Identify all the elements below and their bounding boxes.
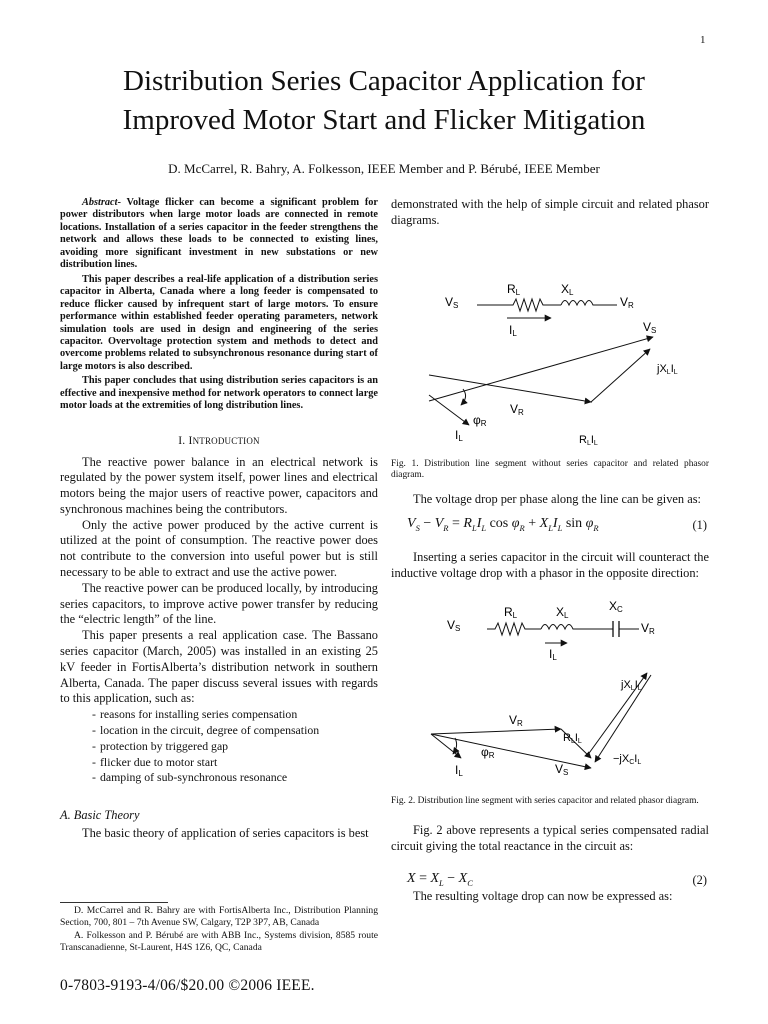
fig1-vr-phasor: [429, 375, 591, 402]
fig1-il-phasor: [429, 395, 469, 425]
equation-1-number: (1): [692, 517, 707, 532]
fig2-label-il: IL: [549, 646, 557, 662]
equation-1: [391, 514, 709, 540]
list-item: - protection by triggered gap: [60, 739, 378, 755]
fig1-label-vs: VS: [445, 294, 459, 310]
fig1-phasor: [429, 320, 678, 447]
fig2-description-p: Fig. 2 above represents a typical series compensated radial circuit giving the total reactance in the circuit as:: [391, 823, 709, 854]
fig1-phasor-il: IL: [455, 427, 463, 443]
basic-theory-p1: The basic theory of application of series capacitors is best: [82, 826, 369, 841]
list-item: - flicker due to motor start: [60, 755, 378, 771]
equation-2: [391, 869, 709, 895]
fig1-jxlil-phasor: [591, 349, 650, 402]
figure-2-diagram: [391, 596, 709, 786]
equation-2-number: (2): [692, 872, 707, 887]
title-line-2: Improved Motor Start and Flicker Mitigation: [122, 104, 646, 136]
intro-p3: The reactive power can be produced locally, by introducing series capacitors, to improve active power transfer by reducing the “electric length” of the line.: [60, 580, 378, 627]
fig2-phasor-il: IL: [455, 762, 463, 778]
page-number: 1: [700, 34, 706, 46]
left-column: [60, 197, 378, 842]
equation-1-expression: $V_S - V_R = R_LI_L$ $\cos \varphi_R + X_LI_L$ $\sin \varphi_R$: [407, 515, 599, 533]
fig2-label-vs: VS: [447, 617, 461, 633]
fig2-phasor-vr: VR: [509, 712, 523, 728]
fig1-label-vr: VR: [620, 294, 634, 310]
issues-list: [60, 707, 378, 786]
paper-title: [60, 62, 708, 140]
resulting-drop-p: The resulting voltage drop can now be expressed as:: [413, 888, 673, 903]
abstract-label: Abstract: [82, 197, 118, 208]
fig1-phasor-vr: VR: [510, 401, 524, 417]
intro-p1: The reactive power balance in an electrical network is regulated by the power system itself, power lines and electrical motors being the major users of reactive power, capacitors and synchronous machines being the contributors.: [60, 454, 378, 516]
fig1-vs-phasor: [429, 337, 653, 401]
abstract-p1: [60, 197, 378, 272]
section-numeral: I.: [178, 433, 186, 447]
figure-1-caption: Fig. 1. Distribution line segment without series capacitor and related phasor diagram.: [391, 458, 709, 481]
fig2-phasor-vs: VS: [555, 761, 569, 777]
fig1-label-il: IL: [509, 322, 517, 338]
basic-theory-heading: A. Basic Theory: [60, 808, 140, 823]
right-column: [391, 197, 709, 905]
section-rest: NTRODUCTION: [192, 435, 260, 446]
footnote-1: D. McCarrel and R. Bahry are with FortisAlberta Inc., Distribution Planning Section, 700, 801 – 7th Avenue SW, Calgary, T2P 3P7, AB, Canada: [60, 905, 378, 929]
authors: D. McCarrel, R. Bahry, A. Folkesson, IEEE Member and P. Bérubé, IEEE Member: [168, 161, 600, 176]
fig1-phasor-jxlil: jXLIL: [657, 362, 678, 376]
fig1-phasor-rlil: RLIL: [579, 433, 598, 447]
fig2-phasor-phi: φR: [481, 744, 495, 760]
list-item: - damping of sub-synchronous resonance: [60, 770, 378, 786]
fig1-phasor-vs: VS: [643, 319, 657, 335]
fig2-phasor-jxlil: jXLIL: [621, 678, 642, 692]
fig2-label-vr: VR: [641, 620, 655, 636]
fig2-phasor-jxcil: −jXCIL: [613, 752, 642, 766]
fig2-resistor: [487, 623, 541, 635]
fig2-vr-phasor: [431, 729, 561, 734]
title-line-1: Distribution Series Capacitor Application for: [123, 65, 645, 97]
abstract-p3: This paper concludes that using distribution series capacitors is an effective and inexpensive method for network operators to connect large motor loads at the extremities of long distribution lines.: [60, 375, 378, 412]
intro-p4: This paper presents a real application case. The Bassano series capacitor (March, 2005) was installed in an existing 25 kV feeder in FortisAlberta’s distribution network in southern Alberta, Canada. The paper discuss several issues with regards to this application, such as:: [60, 628, 378, 706]
intro-p2: Only the active power produced by the active current is utilized at the point of consumption. The reactive power does not contribute to the conversion into useful power but is still necessary to be able to extract and use the active power.: [60, 517, 378, 580]
list-item: - location in the circuit, degree of compensation: [60, 723, 378, 739]
footnotes: [60, 905, 378, 955]
copyright-notice: 0-7803-9193-4/06/$20.00 ©2006 IEEE.: [60, 977, 315, 994]
fig2-phasor: [431, 673, 651, 778]
list-item: - reasons for installing series compensation: [60, 707, 378, 723]
fig2-label-xl: XL: [556, 604, 569, 620]
footnote-2: A. Folkesson and P. Bérubé are with ABB Inc., Systems division, 8585 route Transcanadienne, St-Laurent, H4S 1Z6, QC, Canada: [60, 929, 378, 954]
equation-2-expression: $X = X_L - X_C$: [407, 870, 473, 888]
fig2-inductor: [541, 624, 613, 629]
figure-2-caption: Fig. 2. Distribution line segment with series capacitor and related phasor diagram.: [391, 795, 699, 806]
fig2-label-xc: XC: [609, 598, 623, 614]
fig1-phasor-phi: φR: [473, 412, 487, 428]
fig1-resistor: [477, 299, 561, 311]
fig1-label-rl: RL: [507, 281, 521, 297]
fig1-inductor: [561, 300, 617, 305]
footnote-divider: [60, 902, 168, 903]
abstract-text-1: - Voltage flicker can become a significant problem for power distributors when large motor loads are connected in remote locations. Installation of a series capacitor in the feeder strengthens the network and allows these loads to be connected to existing lines, avoiding more significant investment in new substations or new distribution lines.: [60, 197, 378, 271]
fig1-circuit: [445, 282, 634, 338]
right-intro-p: demonstrated with the help of simple circuit and related phasor diagrams.: [391, 197, 709, 227]
fig2-phasor-rlil: RLIL: [563, 731, 582, 745]
fig1-label-xl: XL: [561, 281, 574, 297]
insert-capacitor-p: Inserting a series capacitor in the circuit will counteract the inductive voltage drop with a phasor in the opposite direction:: [391, 549, 709, 580]
section-initial: I: [188, 433, 193, 447]
section-introduction-heading: [60, 433, 378, 450]
figure-1-diagram: [391, 231, 709, 447]
fig2-label-rl: RL: [504, 604, 518, 620]
voltage-drop-p: The voltage drop per phase along the line can be given as:: [413, 492, 701, 507]
fig2-circuit: [447, 599, 655, 662]
abstract-p2: This paper describes a real-life application of a distribution series capacitor in Alberta, Canada where a long feeder is compensated to reduce flicker caused by infrequent start of large motors. To ensure performance within established feeder operating parameters, network simulation tools are used in design and engineering of the series capacitor. Overvoltage protection system and methods to detect and overcome problems related to subsynchronous resonance during start of large motors is also described.: [60, 273, 378, 372]
